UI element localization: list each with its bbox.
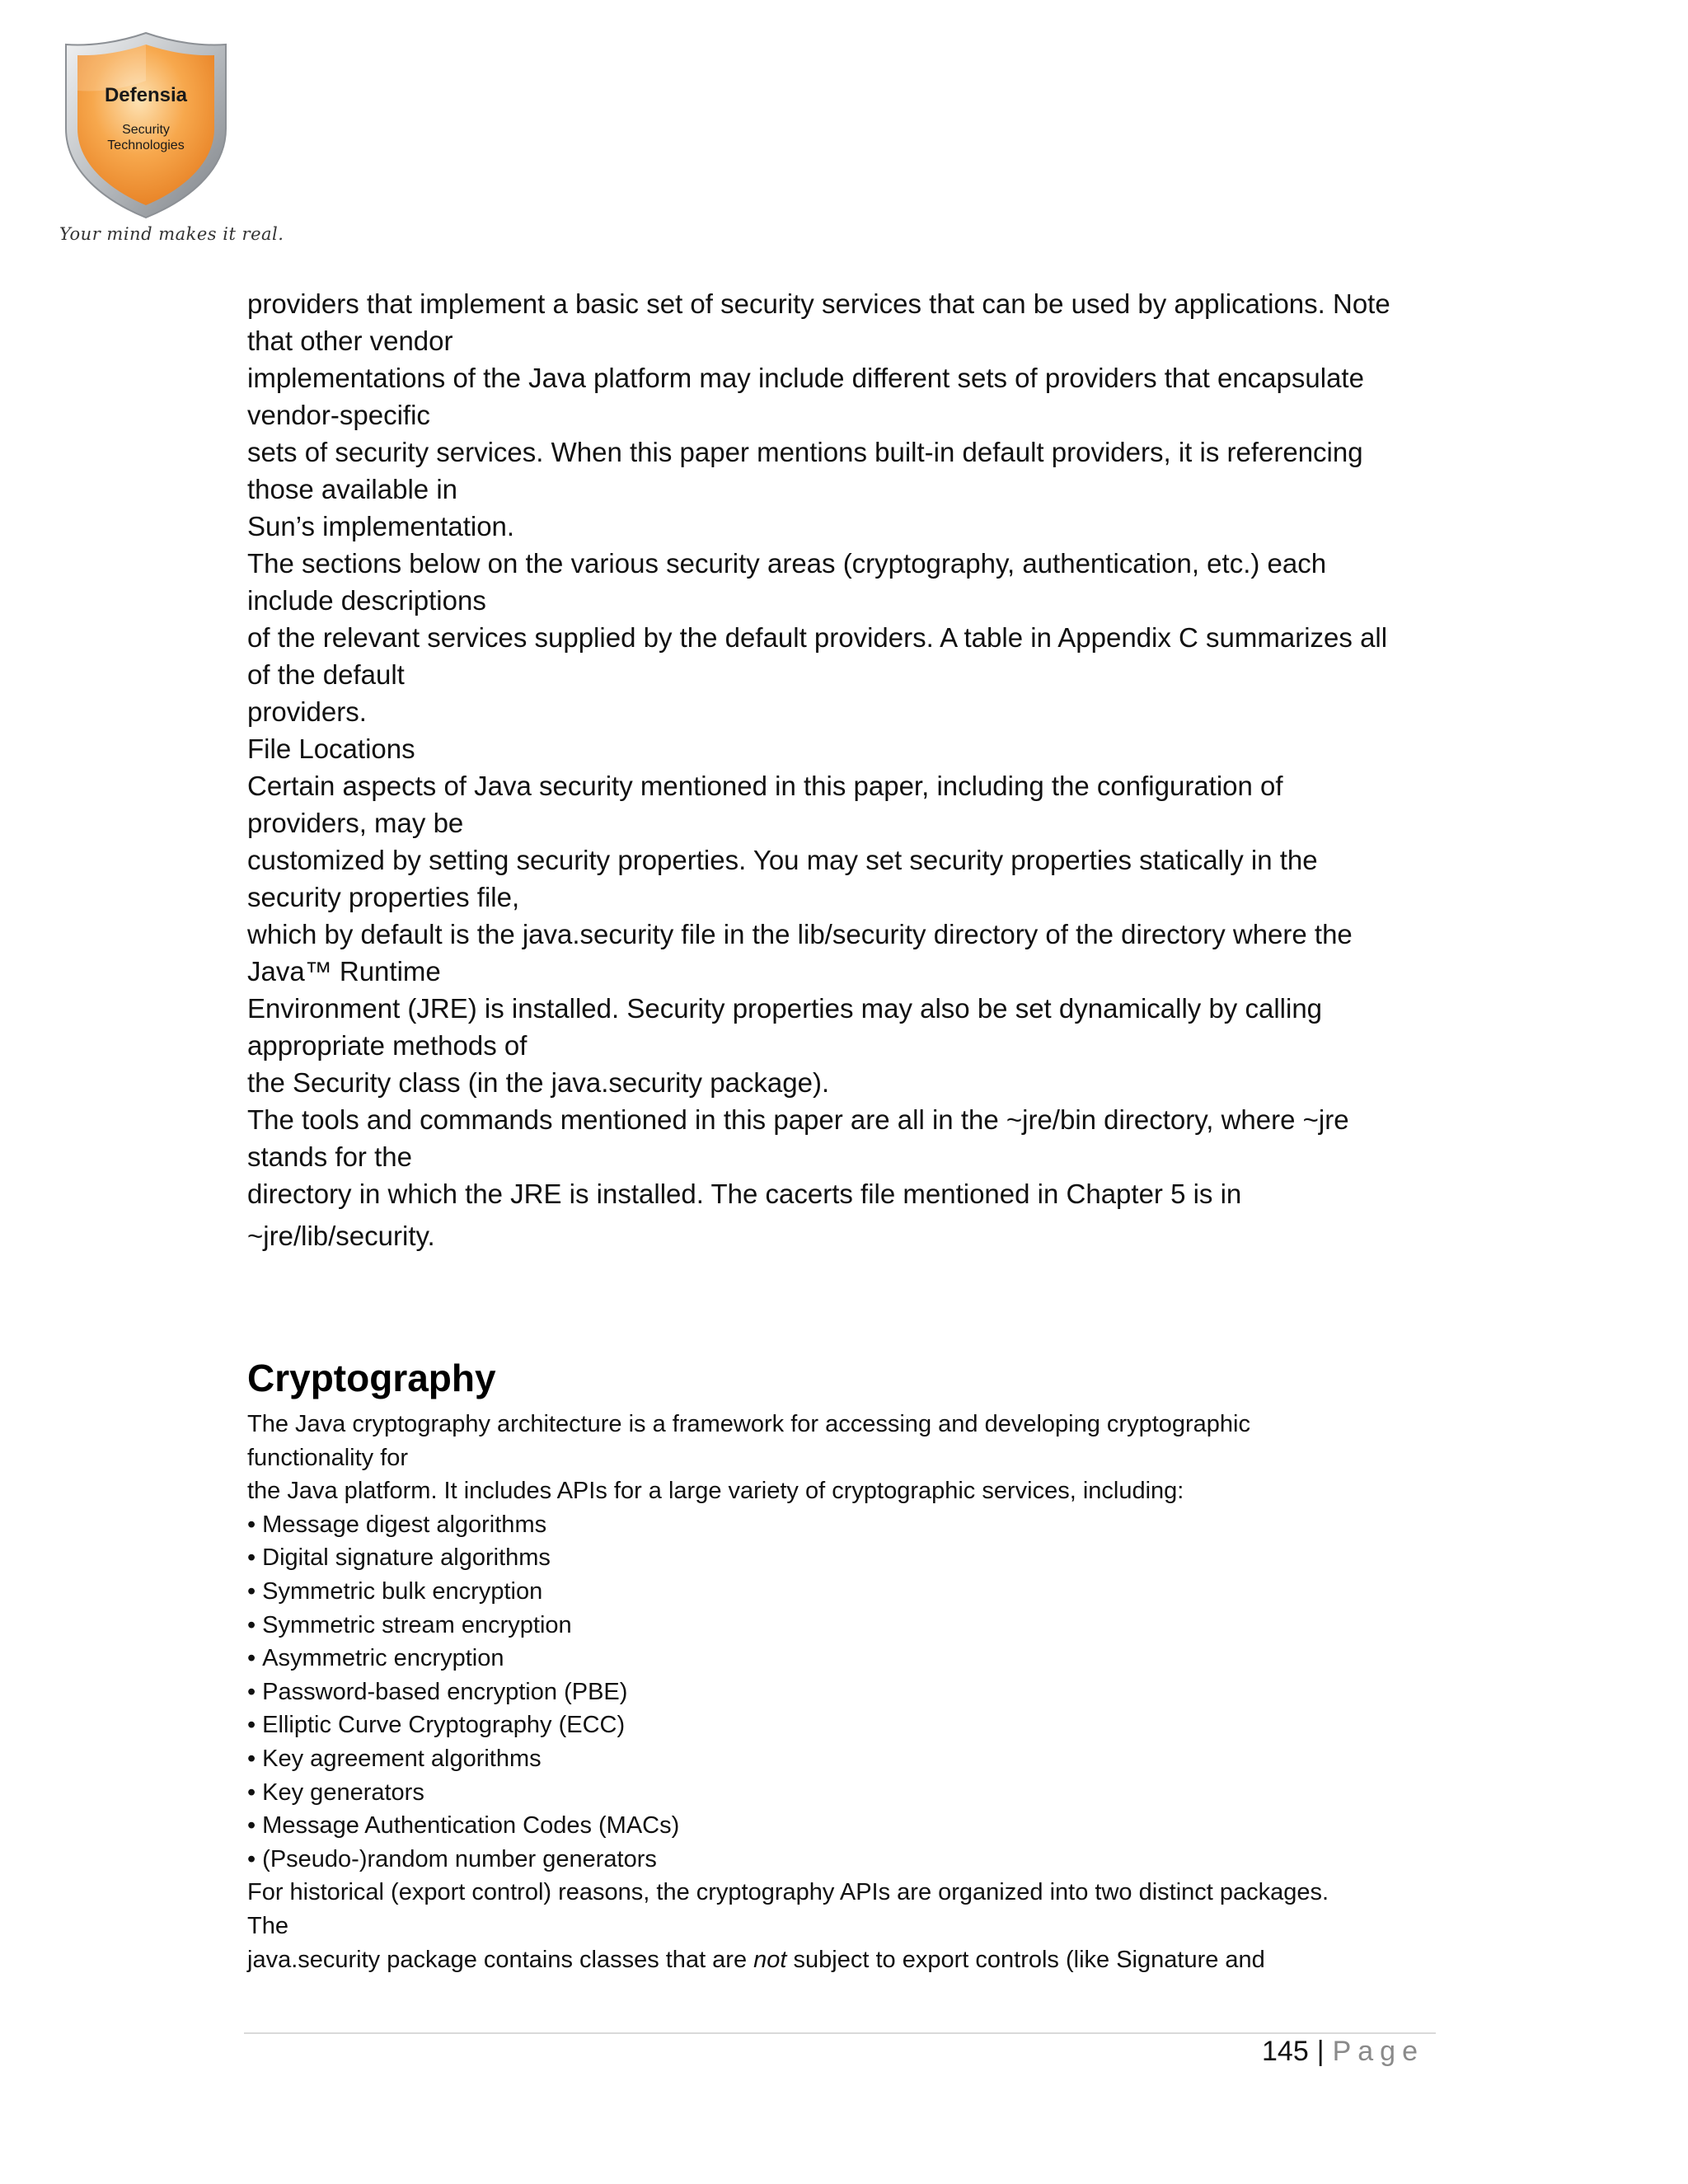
- footer-separator: |: [1316, 2036, 1325, 2067]
- text-line: ~jre/lib/security.: [247, 1221, 435, 1251]
- text-line: the Security class (in the java.security package).: [247, 1067, 830, 1098]
- list-item-text: Asymmetric encryption: [262, 1645, 504, 1672]
- text-line: the Java platform. It includes APIs for a large variety of cryptographic services, including:: [247, 1478, 1184, 1505]
- text-line: Sun’s implementation.: [247, 511, 515, 541]
- emphasis-text: not: [753, 1946, 787, 1973]
- text-line: For historical (export control) reasons, the cryptography APIs are organized into two distinct packages.: [247, 1879, 1329, 1906]
- intro-text: [247, 285, 1434, 1254]
- list-item-text: Symmetric bulk encryption: [262, 1577, 543, 1605]
- bullet-icon: •: [247, 1745, 256, 1772]
- bullet-icon: •: [247, 1678, 256, 1705]
- subheading-file-locations: File Locations: [247, 733, 415, 764]
- list-item-text: Symmetric stream encryption: [262, 1611, 572, 1638]
- text-line: The sections below on the various security areas (cryptography, authentication, etc.) each: [247, 548, 1327, 579]
- bullet-icon: •: [247, 1645, 256, 1672]
- text-line: Environment (JRE) is installed. Security properties may also be set dynamically by calling: [247, 993, 1323, 1024]
- text-line: sets of security services. When this paper mentions built-in default providers, it is referencing: [247, 437, 1363, 467]
- list-item-text: Key agreement algorithms: [262, 1745, 542, 1772]
- list-item: [247, 1742, 1434, 1776]
- list-item: [247, 1708, 1434, 1742]
- text-line: providers, may be: [247, 808, 464, 838]
- section-heading: Cryptography: [247, 1357, 496, 1399]
- page-number: 145: [1262, 2036, 1309, 2067]
- text-line: providers that implement a basic set of security services that can be used by applications. Note: [247, 288, 1390, 319]
- list-item-text: (Pseudo-)random number generators: [262, 1845, 657, 1872]
- text-line: of the default: [247, 659, 405, 690]
- text-line: of the relevant services supplied by the default providers. A table in Appendix C summarizes all: [247, 622, 1388, 653]
- text-line: [247, 1943, 1434, 1977]
- text-line: that other vendor: [247, 326, 453, 356]
- logo-subtitle-line2: Technologies: [107, 138, 185, 152]
- list-item: [247, 1609, 1434, 1643]
- bullet-icon: •: [247, 1544, 256, 1572]
- list-item: [247, 1843, 1434, 1877]
- bullet-icon: •: [247, 1712, 256, 1739]
- list-item: [247, 1809, 1434, 1843]
- bullet-icon: •: [247, 1611, 256, 1638]
- text-line: providers.: [247, 696, 367, 727]
- logo-subtitle: [58, 122, 234, 153]
- text-line: The: [247, 1912, 288, 1939]
- text-line: functionality for: [247, 1444, 409, 1471]
- page-label: Page: [1332, 2036, 1424, 2067]
- company-logo: [58, 31, 239, 254]
- bullet-icon: •: [247, 1779, 256, 1806]
- text-line: which by default is the java.security file in the lib/security directory of the directory where the: [247, 919, 1353, 949]
- text-segment: java.security package contains classes that are: [247, 1946, 754, 1973]
- text-line: directory in which the JRE is installed. The cacerts file mentioned in Chapter 5 is in: [247, 1179, 1242, 1209]
- footer-divider: [244, 2032, 1436, 2034]
- text-line: those available in: [247, 474, 458, 504]
- list-item-text: Password-based encryption (PBE): [262, 1678, 628, 1705]
- list-item-text: Digital signature algorithms: [262, 1544, 551, 1572]
- list-item: [247, 1675, 1434, 1709]
- bullet-icon: •: [247, 1845, 256, 1872]
- list-item-text: Key generators: [262, 1779, 424, 1806]
- bullet-icon: •: [247, 1577, 256, 1605]
- logo-tagline: Your mind makes it real.: [59, 224, 284, 244]
- text-line: The tools and commands mentioned in this paper are all in the ~jre/bin directory, where ~jre: [247, 1104, 1349, 1135]
- text-line: customized by setting security properties. You may set security properties statically in the: [247, 845, 1318, 875]
- text-line: Certain aspects of Java security mentioned in this paper, including the configuration of: [247, 771, 1283, 801]
- text-line: stands for the: [247, 1141, 412, 1172]
- text-segment: subject to export controls (like Signature and: [786, 1946, 1265, 1973]
- list-item: [247, 1575, 1434, 1609]
- cryptography-section: [247, 1353, 1434, 1976]
- text-line: implementations of the Java platform may include different sets of providers that encapsulate: [247, 363, 1364, 393]
- text-line: vendor-specific: [247, 400, 430, 430]
- list-item: [247, 1541, 1434, 1575]
- logo-subtitle-line1: Security: [122, 123, 170, 137]
- text-line: Java™ Runtime: [247, 956, 441, 987]
- list-item-text: Elliptic Curve Cryptography (ECC): [262, 1712, 626, 1739]
- bullet-icon: •: [247, 1511, 256, 1538]
- list-item: [247, 1776, 1434, 1810]
- list-item-text: Message Authentication Codes (MACs): [262, 1812, 680, 1840]
- text-line: The Java cryptography architecture is a framework for accessing and developing cryptographic: [247, 1411, 1250, 1437]
- text-line: appropriate methods of: [247, 1030, 528, 1061]
- list-item: [247, 1642, 1434, 1675]
- bullet-icon: •: [247, 1812, 256, 1840]
- logo-title: Defensia: [104, 84, 188, 106]
- page-footer: [1262, 2036, 1424, 2068]
- list-item: [247, 1508, 1434, 1542]
- text-line: include descriptions: [247, 585, 486, 616]
- list-item-text: Message digest algorithms: [262, 1511, 547, 1538]
- text-line: security properties file,: [247, 882, 520, 912]
